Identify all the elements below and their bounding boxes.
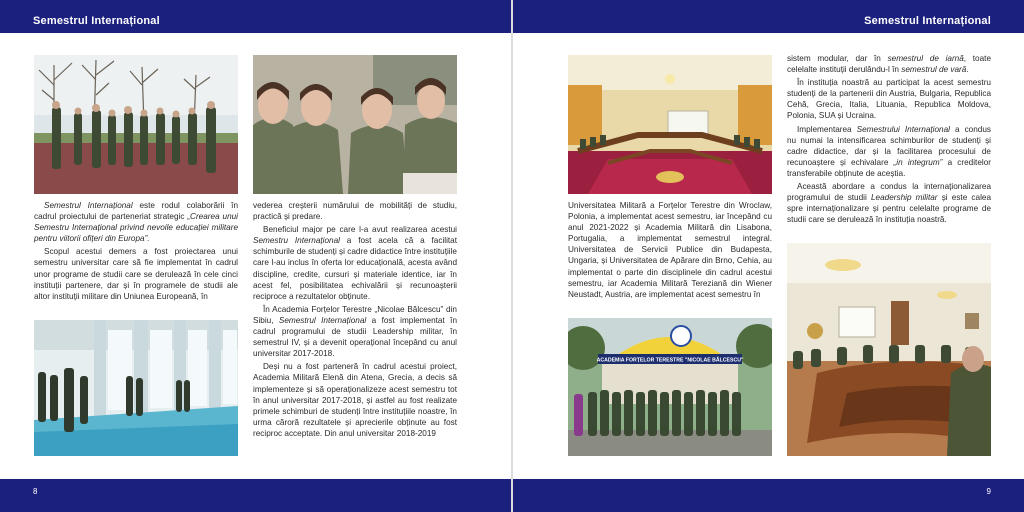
paragraph: Această abordare a condus la internaționalizarea programului de studii Leadership militar și este calea spre internaționalizare și pentru celelalte programe de studii care se derulează în instituția noastră.	[787, 182, 992, 225]
paragraph: Semestrul Internațional este rodul colaborării în cadrul proiectului de parteneriat strategic „Crearea unui Semestru Internațional privind nevoile educației militare pentru viitorii ofițeri din Europa”.	[34, 201, 238, 244]
footer-band-left	[0, 479, 511, 512]
page-number-right: 9	[986, 487, 991, 496]
header-title-left: Semestrul Internațional	[33, 15, 160, 27]
text-column-right-2	[787, 53, 991, 227]
footer-band-right	[513, 479, 1024, 512]
text-column-right-1	[568, 200, 772, 302]
page-right	[513, 0, 1024, 512]
paragraph: Universitatea Militară a Forțelor Terestre din Wroclaw, Polonia, a implementat acest semestru, iar începând cu anul 2021-2022 și Academia Militară din Lisabona, Portugalia, a implementat semestrul integral. Universitatea de Servicii Publice din Budapesta, Ungaria, și Universitatea de Apărare din Brno, Cehia, au implementat o parte din disciplinele din cadrul acestui semestru, iar Academia Militară Tereziană din Wiener Neustadt, Austria, are implementat acest semestru în	[568, 201, 772, 299]
cadets-formation-outdoor-photo	[34, 55, 238, 194]
header-band-right	[513, 0, 1024, 33]
paragraph: vederea creșterii numărului de mobilități de studiu, practică și predare.	[253, 201, 457, 222]
text-column-left-2	[253, 200, 457, 441]
conference-room-photo	[568, 55, 772, 194]
paragraph: Implementarea Semestrului Internațional a condus nu numai la intensificarea schimburilor de studenți și cadre didactice, dar și la facilitarea procesului de recunoaștere și echivalare „in integrum” a creditelor transferabile obținute de aceștia.	[787, 124, 991, 178]
paragraph: Scopul acestui demers a fost proiectarea unui semestru universitar care să fie implementat în cadrul unor programe de studii care se derulează în cele cinci instituții partenere, dar și în programele de studii ale altor instituții militare din Uniunea Europeană, în	[34, 247, 238, 301]
female-cadets-seated-photo	[253, 55, 457, 194]
meeting-room-photo	[787, 243, 991, 456]
paragraph: În instituția noastră au participat la acest semestru studenți de la partenerii din Austria, Bulgaria, Republica Cehă, Grecia, Italia, Lituania, Republica Moldova, Polonia, SUA și Ucraina.	[787, 78, 991, 121]
text-column-left-1	[34, 200, 238, 304]
academy-sign-text: ACADEMIA FORȚELOR TERESTRE "NICOLAE BĂLCESCU"	[596, 357, 744, 364]
paragraph: În Academia Forțelor Terestre „Nicolae Bălcescu” din Sibiu, Semestrul Internațional a fost implementat în cadrul programului de studii Leadership militar, în semestrul IV, și a devenit operațional începând cu anul universitar 2017-2018.	[253, 304, 457, 359]
academy-group-photo	[568, 318, 772, 456]
cadets-hallway-photo	[34, 320, 238, 456]
paragraph: sistem modular, dar în semestrul de iarnă, toate celelalte instituții derulându-l în semestrul de vară.	[787, 54, 991, 75]
paragraph: Beneficiul major pe care l-a avut realizarea acestui Semestru Internațional a fost acela că a facilitat schimburile de studenți și cadre didactice între instituțiile care l-au inclus în oferta lor educațională, acesta având discipline, credite, cursuri și materiale identice, iar în acest fel, posibilitatea echivalării și recunoașterii reciproce a rezultatelor obținute.	[253, 225, 458, 301]
page-number-left: 8	[33, 487, 38, 496]
header-title-right: Semestrul Internațional	[864, 15, 991, 27]
paragraph: Deși nu a fost parteneră în cadrul acestui proiect, Academia Militară Elenă din Atena, Grecia, a decis să implementeze și să operaționalizeze acest semestru tot în anul universitar 2017-2018, și astfel au fost realizate primele schimburi de studenți între instituțiile noastre, în urma căroră rezultatele și aprecierile obținute au fost reciproc acceptate. Din anul universitar 2018-2019	[253, 362, 457, 438]
header-band-left	[0, 0, 511, 33]
page-left	[0, 0, 511, 512]
